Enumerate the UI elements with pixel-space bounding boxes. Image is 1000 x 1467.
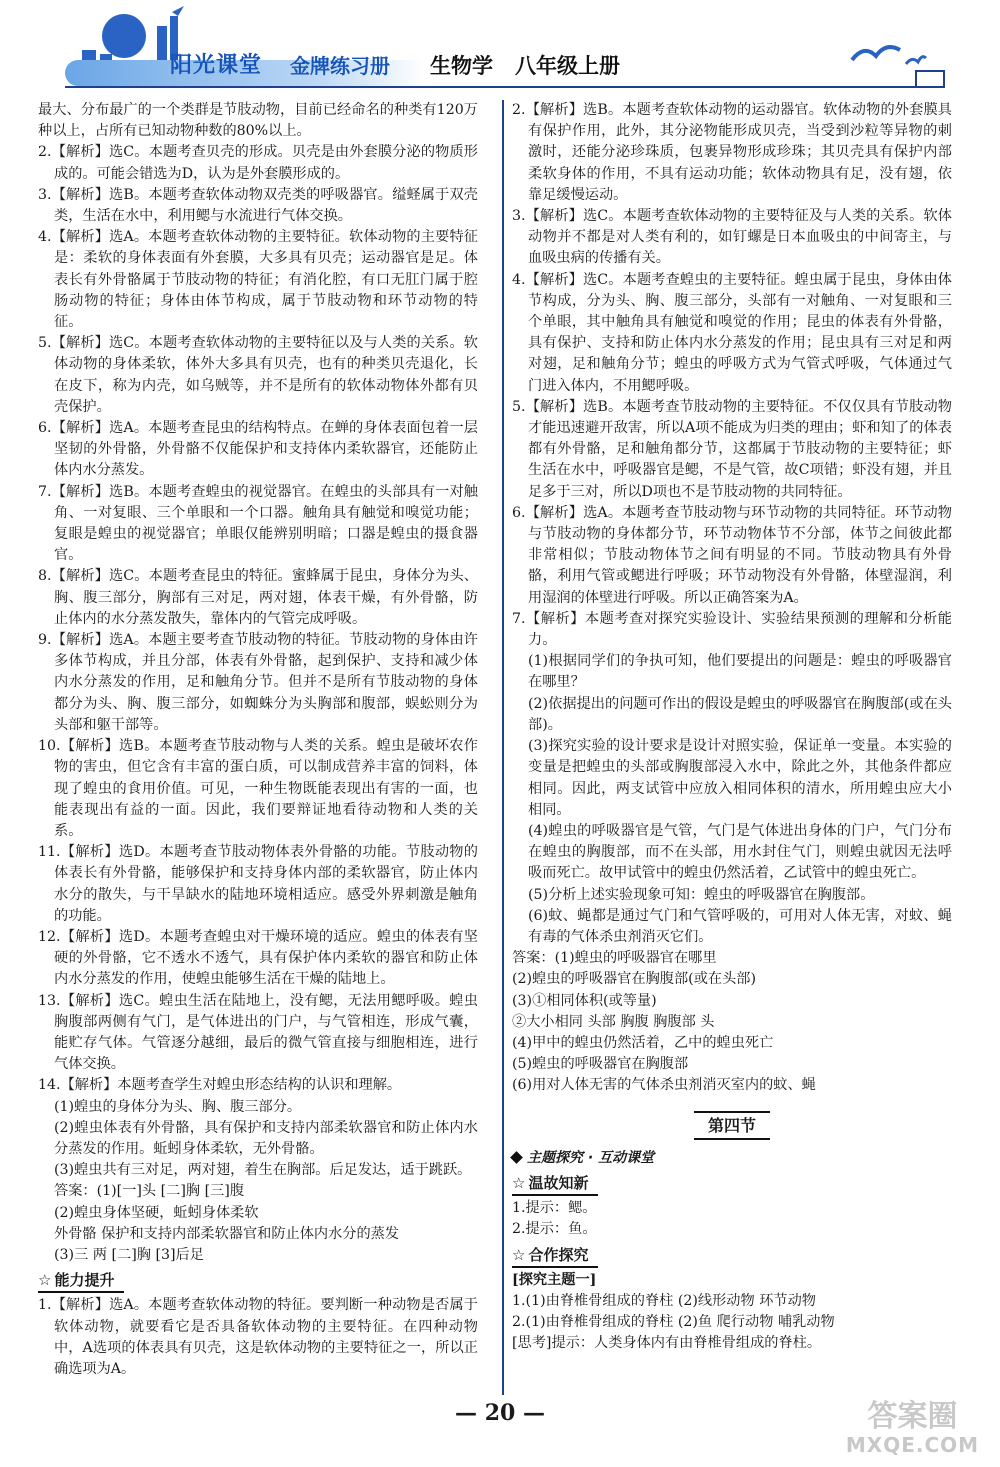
answer-line: 外骨骼 保护和支持内部柔软器官和防止体内水分的蒸发: [54, 1225, 400, 1242]
star-icon: ☆: [512, 1245, 526, 1264]
section-heading-row: [38, 1266, 478, 1295]
section-heading-text: 合作探究: [528, 1245, 589, 1264]
answer-line: 答案：(1)蝗虫的呼吸器官在哪里: [512, 950, 717, 967]
answer-line: 最大、分布最广的一个类群是节肢动物，目前已经命名的种类有120万种以上，占所有已知动物种数的80%以上。: [38, 102, 478, 140]
series-title: 金牌练习册: [290, 54, 390, 78]
star-icon: ☆: [512, 1173, 526, 1192]
answer-item: 2.【解析】选C。本题考查贝壳的形成。贝壳是由外套膜分泌的物质形成的。可能会错选为D，认为是外套膜形成的。: [38, 144, 478, 182]
section-heading: [512, 1173, 598, 1196]
answer-item: 2.【解析】选B。本题考查软体动物的运动器官。软体动物的外套膜具有保护作用，此外，其分泌物能形成贝壳，当受到沙粒等异物的刺激时，还能分泌珍珠质，包裹异物形成珍珠；其贝壳具有保护内部柔软身体的作用，不具有运动功能；软体动物具有足，没有翅，依靠足缓慢运动。: [512, 102, 952, 203]
page-header: [0, 0, 1000, 100]
answer-line: (6)用对人体无害的气体杀虫剂消灭室内的蚊、蝇: [512, 1077, 816, 1094]
answer-line: 2.提示：鱼。: [512, 1221, 597, 1238]
answer-line: (1)蝗虫的身体分为头、胸、腹三部分。: [54, 1098, 302, 1115]
section-heading-text: 温故知新: [528, 1173, 589, 1192]
answer-item: 4.【解析】选A。本题考查软体动物的主要特征。软体动物的主要特征是：柔软的身体表面有外套膜，大多具有贝壳；运动器官是足。体表长有外骨骼属于节肢动物的特征；有消化腔，有口无肛门属于腔肠动物的特征；身体由体节构成，属于节肢动物和环节动物的特征。: [38, 229, 478, 331]
answer-line: (3)探究实验的设计要求是设计对照实验，保证单一变量。本实验的变量是把蝗虫的头部或胸腹部浸入水中，除此之外，其他条件都应相同。因此，两支试管中应放入相同体积的清水，所用蝗虫应大小相同。: [528, 738, 952, 818]
answer-line: (1)根据同学们的争执可知，他们要提出的问题是：蝗虫的呼吸器官在哪里？: [528, 653, 952, 691]
answer-line: (4)甲中的蝗虫仍然活着，乙中的蝗虫死亡: [512, 1034, 774, 1051]
answer-item: 14.【解析】本题考查学生对蝗虫形态结构的认识和理解。: [38, 1077, 402, 1094]
watermark: [830, 1400, 995, 1464]
module-heading-text: 主题探究 · 互动课堂: [527, 1149, 655, 1166]
answer-item: 9.【解析】选A。本题主要考查节肢动物的特征。节肢动物的身体由许多体节构成，并且分部，体表有外骨骼，起到保护、支持和减少体内水分蒸发的作用，足和触角分节。但并不是所有节肢动物的身体都分为头、胸、腹三部分，如蜘蛛分为头胸部和腹部，蜈蚣则分为头部和躯干部等。: [38, 632, 478, 733]
answer-line: [探究主题一]: [512, 1271, 597, 1288]
column-divider: [502, 100, 504, 1395]
answer-item: 12.【解析】选D。本题考查蝗虫对干燥环境的适应。蝗虫的体表有坚硬的外骨骼，它不透水不透气，具有保护体内柔软的器官和防止体内水分蒸发的作用，使蝗虫能够生活在干燥的陆地上。: [38, 928, 478, 988]
answer-item: 11.【解析】选D。本题考查节肢动物体表外骨骼的功能。节肢动物的体表长有外骨骼，能够保护和支持身体内部的柔软器官，防止体内水分的散失，与干旱缺水的陆地环境相适应。感受外界刺激是触角的功能。: [38, 844, 478, 924]
section-heading-row: [512, 1169, 952, 1198]
section-heading-row: [512, 1241, 952, 1270]
answer-line: (2)蝗虫的呼吸器官在胸腹部(或在头部): [512, 971, 756, 988]
answer-item: 7.【解析】本题考查对探究实验设计、实验结果预测的理解和分析能力。: [512, 610, 952, 649]
answer-line: (2)蝗虫体表有外骨骼，具有保护和支持内部柔软器官和防止体内水分蒸发的作用。蚯蚓身体柔软，无外骨骼。: [54, 1119, 478, 1157]
answer-line: (5)蝗虫的呼吸器官在胸腹部: [512, 1056, 689, 1073]
subject-label: 生物学: [430, 54, 493, 78]
answer-line: (2)依据提出的问题可作出的假设是蝗虫的呼吸器官在胸腹部(或在头部)。: [528, 695, 952, 733]
answer-line: (6)蚊、蝇都是通过气门和气管呼吸的，可用对人体无害，对蚊、蝇有毒的气体杀虫剂消灭它们。: [528, 907, 952, 945]
seagull-icon: [848, 38, 928, 74]
answer-line: ②大小相同 头部 胸腹 胸腹部 头: [512, 1013, 715, 1030]
section-title-row: [512, 1111, 952, 1140]
answer-line: (4)蝗虫的呼吸器官是气管，气门是气体进出身体的门户，气门分布在蝗虫的胸腹部，而不在头部，用水封住气门，则蝗虫就因无法呼吸而死亡。故甲试管中的蝗虫仍然活着，乙试管中的蝗虫死亡。: [528, 822, 952, 882]
section-title: 第四节: [694, 1111, 770, 1140]
answer-line: 答案：(1)[一]头 [二]胸 [三]腹: [54, 1183, 245, 1200]
answer-item: 10.【解析】选B。本题考查节肢动物与人类的关系。蝗虫是破坏农作物的害虫，但它含有丰富的蛋白质，可以制成营养丰富的饲料，体现了蝗虫的食用价值。可见，一种生物既能表现出有害的一面，也能表现出有益的一面。因此，我们要辩证地看待动物和人类的关系。: [38, 738, 478, 839]
answer-item: 5.【解析】选C。本题考查软体动物的主要特征以及与人类的关系。软体动物的身体柔软，体外大多具有贝壳，也有的种类贝壳退化，长在皮下，称为内壳，如乌贼等，并不是所有的软体动物体外都有贝壳保护。: [38, 335, 478, 415]
answer-line: (2)蝗虫身体坚硬，蚯蚓身体柔软: [54, 1204, 259, 1221]
answer-line: (3)蝗虫共有三对足，两对翅，着生在胸部。后足发达，适于跳跃。: [54, 1162, 472, 1179]
answer-line: 1.提示：鳃。: [512, 1200, 597, 1217]
answer-line: 1.(1)由脊椎骨组成的脊柱 (2)线形动物 环节动物: [512, 1292, 816, 1309]
answer-item: 8.【解析】选C。本题考查昆虫的特征。蜜蜂属于昆虫，身体分为头、胸、腹三部分，胸部有三对足，两对翅，体表干燥，有外骨骼，防止体内的水分蒸发散失，靠体内的气管完成呼吸。: [38, 568, 478, 627]
header-end-box: [915, 70, 945, 88]
watermark-en: MXQE.COM: [845, 1433, 980, 1457]
answer-item: 5.【解析】选B。本题考查节肢动物的主要特征。不仅仅具有节肢动物才能迅速避开敌害，所以A项不能成为归类的理由；虾和知了的体表都有外骨骼，足和触角都分节，这都属于节肢动物的主要特征；虾生活在水中，呼吸器官是鳃，不是气管，故C项错；虾没有翅，并且足多于三对，所以D项也不是节肢动物的共同特征。: [512, 398, 952, 500]
brand-title: 阳光课堂: [170, 53, 263, 78]
section-heading: [512, 1245, 598, 1268]
answer-item: 6.【解析】选A。本题考查昆虫的结构特点。在蝉的身体表面包着一层坚韧的外骨骼，外骨骼不仅能保护和支持体内柔软器官，还能防止体内水分蒸发。: [38, 420, 478, 479]
left-column: [38, 100, 478, 1380]
answer-item: 4.【解析】选C。本题考查蝗虫的主要特征。蝗虫属于昆虫，身体由体节构成，分为头、胸、腹三部分，头部有一对触角、一对复眼和三个单眼，其中触角具有触觉和嗅觉的作用；昆虫的体表有外骨骼，具有保护、支持和防止体内水分蒸发的作用；昆虫具有三对足和两对翅，足和触角分节；蝗虫的呼吸方式为气管式呼吸，气体通过气门进入体内，不用鳃呼吸。: [512, 271, 952, 394]
answer-item: 6.【解析】选A。本题考查节肢动物与环节动物的共同特征。环节动物与节肢动物的身体都分节，环节动物体节不分部，体节之间彼此都非常相似；节肢动物体节之间有明显的不同。节肢动物具有外骨骼，利用气管或鳃进行呼吸；环节动物没有外骨骼，体壁湿润，利用湿润的体壁进行呼吸。所以正确答案为A。: [512, 504, 952, 606]
diamond-icon: [510, 1151, 523, 1164]
answer-line: 2.(1)由脊椎骨组成的脊柱 (2)鱼 爬行动物 哺乳动物: [512, 1314, 835, 1331]
watermark-cn: 答案圈: [867, 1399, 958, 1434]
answer-item: 13.【解析】选C。蝗虫生活在陆地上，没有鳃，无法用鳃呼吸。蝗虫胸腹部两侧有气门，是气体进出的门户，与气管相连，形成气囊，能贮存气体。气管逐分越细，最后的微气管直接与细胞相连，进行气体交换。: [38, 992, 478, 1073]
grade-label: 八年级上册: [515, 54, 620, 78]
answer-item: 7.【解析】选B。本题考查蝗虫的视觉器官。在蝗虫的头部具有一对触角、一对复眼、三个单眼和一个口器。触角具有触觉和嗅觉功能；复眼是蝗虫的视觉器官；单眼仅能辨别明暗；口器是蝗虫的摄食器官。: [38, 483, 478, 564]
page-number: — 20 —: [455, 1400, 545, 1426]
answer-line: (3)①相同体积(或等量): [512, 992, 657, 1009]
answer-item: 3.【解析】选C。本题考查软体动物的主要特征及与人类的关系。软体动物并不都是对人类有利的，如钉螺是日本血吸虫的中间寄主，与血吸虫病的传播有关。: [512, 208, 952, 267]
answer-item: 1.【解析】选A。本题考查软体动物的特征。要判断一种动物是否属于软体动物，就要看它是否具备软体动物的主要特征。在四种动物中，A选项的体表具有贝壳，这是软体动物的主要特征之一，所以正确选项为A。: [38, 1297, 478, 1377]
section-heading-text: 能力提升: [54, 1271, 115, 1290]
answer-line: (3)三 两 [二]胸 [3]后足: [54, 1246, 204, 1263]
star-icon: ☆: [38, 1271, 52, 1290]
answer-item: 3.【解析】选B。本题考查软体动物双壳类的呼吸器官。缢蛏属于双壳类，生活在水中，利用鳃与水流进行气体交换。: [38, 186, 478, 225]
section-heading: [38, 1270, 124, 1293]
answer-line: (5)分析上述实验现象可知：蝗虫的呼吸器官在胸腹部。: [528, 886, 875, 903]
answer-line: [思考]提示：人类身体内有由脊椎骨组成的脊柱。: [512, 1335, 822, 1352]
right-column: [512, 100, 952, 1355]
module-heading: [512, 1148, 952, 1169]
